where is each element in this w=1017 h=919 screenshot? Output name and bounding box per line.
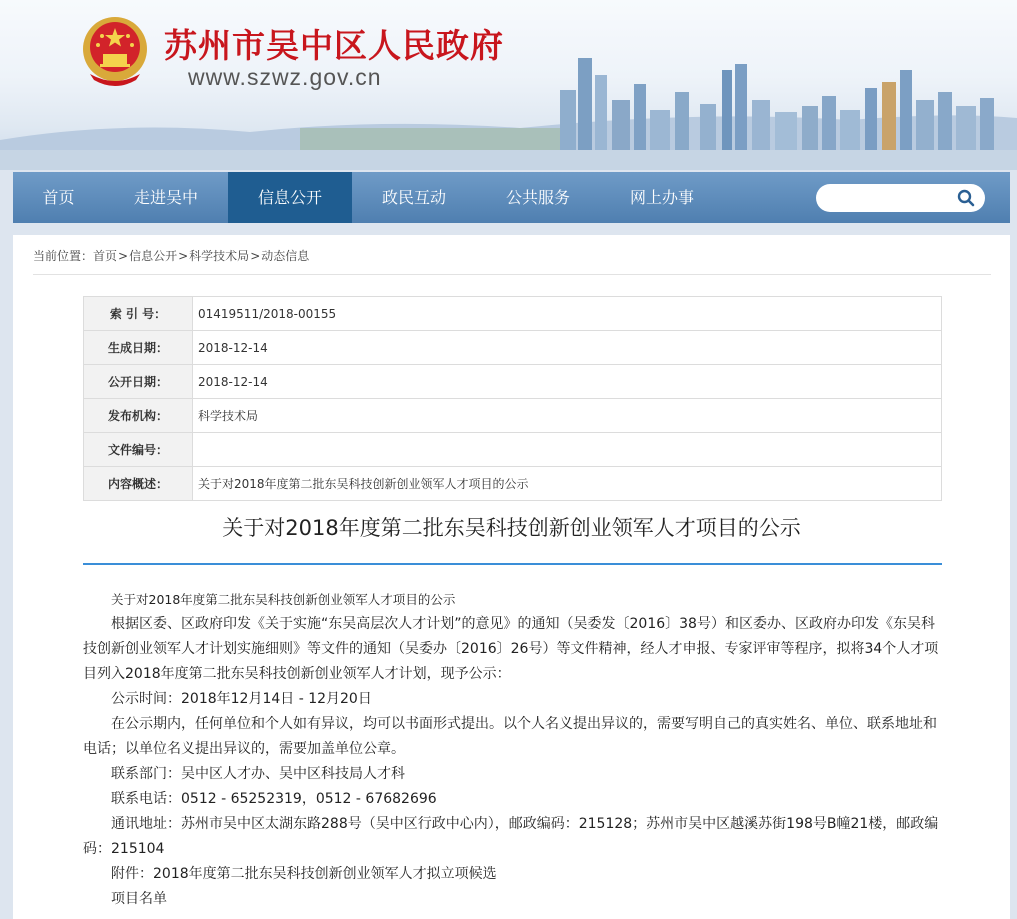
table-row (84, 399, 942, 433)
breadcrumb-separator: > (118, 249, 129, 263)
meta-value-document-number (193, 433, 942, 467)
search-icon[interactable] (957, 189, 975, 207)
nav-item-public-service[interactable]: 公共服务 (505, 188, 570, 207)
meta-key-document-number: 文件编号： (84, 433, 193, 467)
search-box (816, 184, 985, 212)
article-title: 关于对2018年度第二批东吴科技创新创业领军人才项目的公示 (222, 516, 801, 540)
article-paragraph: 关于对2018年度第二批东吴科技创新创业领军人才项目的公示 (111, 592, 456, 607)
article-paragraph: 附件：2018年度第二批东吴科技创新创业领军人才拟立项候选 (111, 866, 497, 882)
national-emblem-icon (80, 14, 150, 88)
meta-value-published-date: 2018-12-14 (193, 365, 942, 399)
meta-value-publisher: 科学技术局 (193, 399, 942, 433)
meta-key-summary: 内容概述： (84, 467, 193, 501)
breadcrumb-link-news[interactable]: 动态信息 (261, 249, 310, 263)
nav-item-online-service[interactable]: 网上办事 (629, 188, 694, 207)
article-body (83, 587, 942, 912)
nav-item-info-disclosure[interactable]: 信息公开 (228, 172, 352, 223)
breadcrumb-divider (33, 274, 991, 275)
metadata-table (83, 296, 942, 501)
article-paragraph: 根据区委、区政府印发《关于实施“东吴高层次人才计划”的意见》的通知（吴委发〔2016〕38号）和区委办、区政府办印发《东吴科技创新创业领军人才计划实施细则》等文件的通知（吴委办〔2016〕26号）等文件精神，经人才申报、专家评审等程序，拟将34个人才项目列入2018年度第二批东吴科技创新创业领军人才计划，现予公示： (83, 616, 939, 682)
article-paragraph: 联系电话：0512 - 65252319，0512 - 67682696 (111, 791, 437, 807)
meta-key-created-date: 生成日期： (84, 331, 193, 365)
meta-key-publisher: 发布机构： (84, 399, 193, 433)
city-skyline-image (0, 0, 1017, 170)
article-paragraph: 在公示期内，任何单位和个人如有异议，均可以书面形式提出。以个人名义提出异议的，需要写明自己的真实姓名、单位、联系地址和电话；以单位名义提出异议的，需要加盖单位公章。 (83, 716, 937, 757)
content-panel (13, 235, 1010, 919)
breadcrumb-link-home[interactable]: 首页 (93, 249, 118, 263)
breadcrumb-separator: > (250, 249, 261, 263)
title-divider (83, 563, 942, 565)
breadcrumb-prefix: 当前位置： (33, 249, 94, 263)
meta-value-index-number: 01419511/2018-00155 (193, 297, 942, 331)
table-row (84, 365, 942, 399)
table-row (84, 467, 942, 501)
meta-key-index-number: 索 引 号： (84, 297, 193, 331)
breadcrumb (33, 247, 309, 264)
main-nav (13, 172, 1010, 223)
article-paragraph: 公示时间：2018年12月14日 - 12月20日 (111, 691, 372, 707)
nav-item-home[interactable]: 首页 (42, 188, 75, 207)
search-input[interactable] (828, 188, 952, 210)
article-paragraph: 项目名单 (111, 891, 167, 907)
article-paragraph: 联系部门：吴中区人才办、吴中区科技局人才科 (111, 766, 405, 782)
table-row (84, 297, 942, 331)
site-url: www.szwz.gov.cn (188, 64, 382, 90)
article-paragraph: 通讯地址：苏州市吴中区太湖东路288号（吴中区行政中心内），邮政编码：215128；苏州市吴中区越溪苏街198号B幢21楼，邮政编码：215104 (83, 816, 939, 857)
header-banner (0, 0, 1017, 170)
meta-key-published-date: 公开日期： (84, 365, 193, 399)
table-row (84, 433, 942, 467)
breadcrumb-separator: > (178, 249, 189, 263)
meta-value-summary: 关于对2018年度第二批东吴科技创新创业领军人才项目的公示 (193, 467, 942, 501)
table-row (84, 331, 942, 365)
breadcrumb-link-info-disclosure[interactable]: 信息公开 (129, 249, 178, 263)
breadcrumb-link-science-bureau[interactable]: 科学技术局 (189, 249, 250, 263)
nav-item-citizen-interaction[interactable]: 政民互动 (381, 188, 446, 207)
nav-item-about-wuzhong[interactable]: 走进吴中 (133, 188, 198, 207)
meta-value-created-date: 2018-12-14 (193, 331, 942, 365)
site-title: 苏州市吴中区人民政府 (164, 26, 504, 65)
